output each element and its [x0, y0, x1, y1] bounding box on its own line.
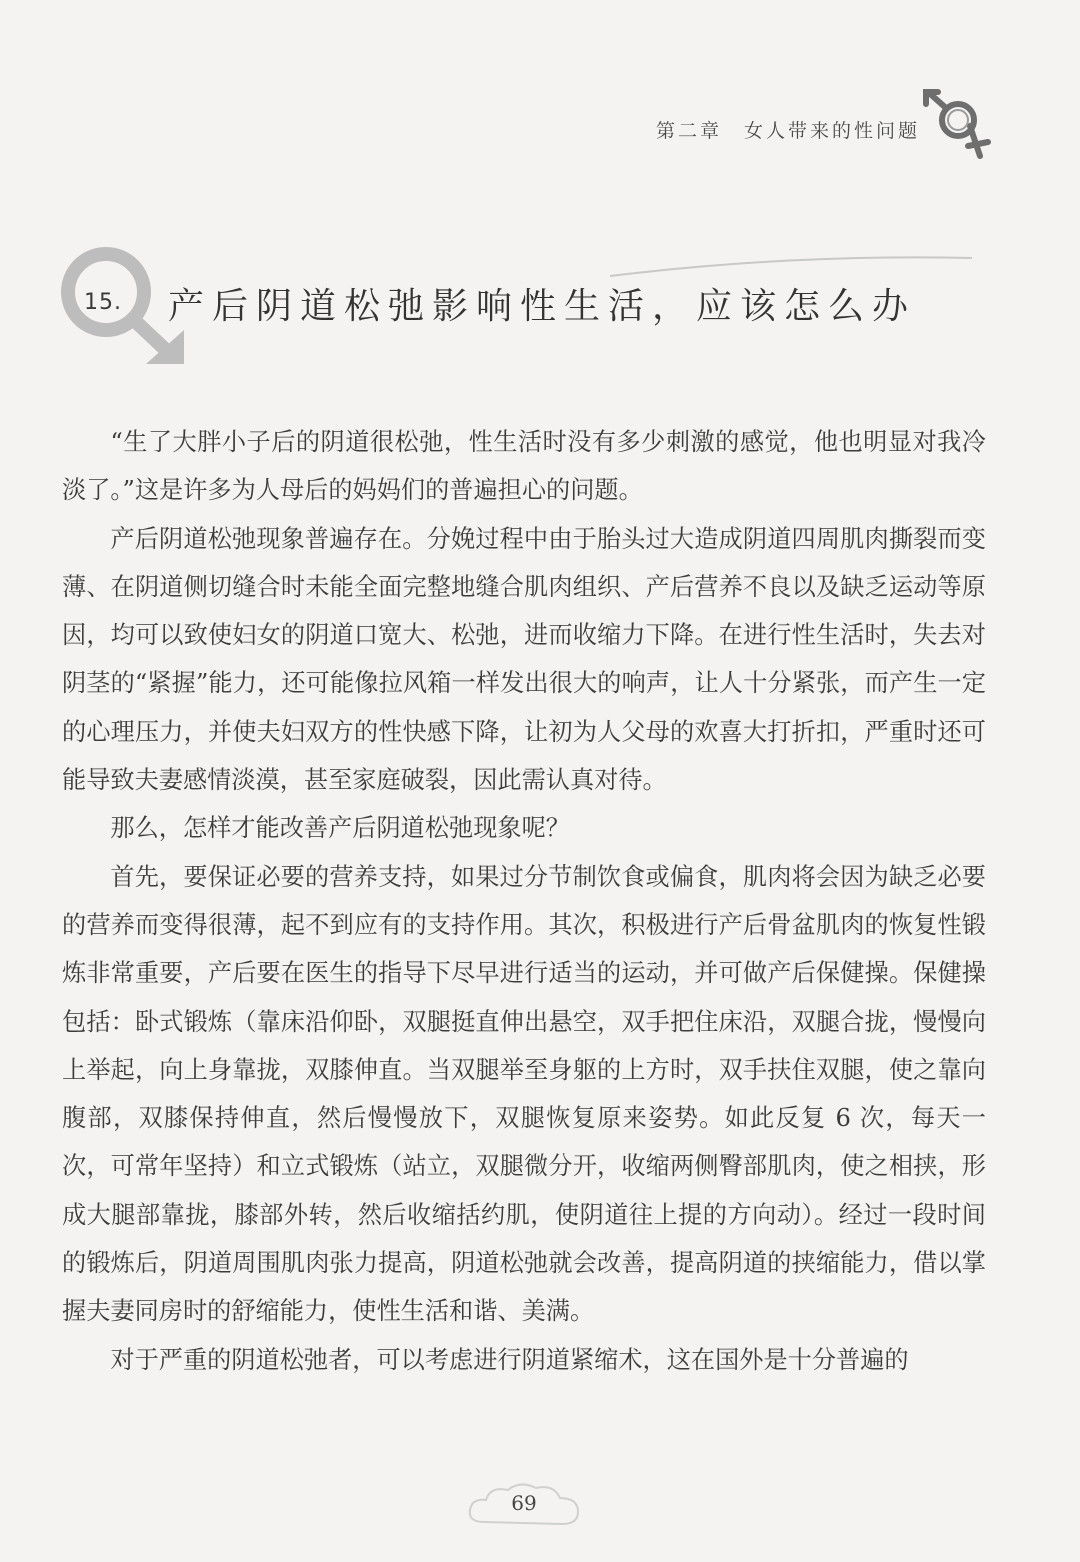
paragraph: “生了大胖小子后的阴道很松弛，性生活时没有多少刺激的感觉，他也明显对我冷淡了。”这是许多为人母后的妈妈们的普遍担心的问题。 [62, 428, 986, 505]
gender-symbols-icon [918, 86, 998, 162]
paragraph: 产后阴道松弛现象普遍存在。分娩过程中由于胎头过大造成阴道四周肌肉撕裂而变薄、在阴道侧切缝合时未能全面完整地缝合肌肉组织、产后营养不良以及缺乏运动等原因，均可以致使妇女的阴道口宽大、松弛，进而收缩力下降。在进行性生活时，失去对阴茎的“紧握”能力，还可能像拉风箱一样发出很大的响声，让人十分紧张，而产生一定的心理压力，并使夫妇双方的性快感下降，让初为人父母的欢喜大打折扣，严重时还可能导致夫妻感情淡漠，甚至家庭破裂，因此需认真对待。 [62, 524, 986, 795]
paragraph: 那么，怎样才能改善产后阴道松弛现象呢？ [110, 814, 570, 843]
section-title: 产后阴道松弛影响性生活，应该怎么办 [168, 286, 917, 327]
page-number: 69 [511, 1491, 537, 1515]
section-number: 15. [84, 290, 122, 315]
paragraph: 首先，要保证必要的营养支持，如果过分节制饮食或偏食，肌肉将会因为缺乏必要的营养而变得很薄，起不到应有的支持作用。其次，积极进行产后骨盆肌肉的恢复性锻炼非常重要，产后要在医生的指导下尽早进行适当的运动，并可做产后保健操。保健操包括：卧式锻炼（靠床沿仰卧，双腿挺直伸出悬空，双手把住床沿，双腿合拢，慢慢向上举起，向上身靠拢，双膝伸直。当双腿举至身躯的上方时，双手扶住双腿，使之靠向腹部，双膝保持伸直，然后慢慢放下，双腿恢复原来姿势。如此反复 6 次，每天一次，可常年坚持）和立式锻炼（站立，双腿微分开，收缩两侧臀部肌肉，使之相挟，形成大腿部靠拢，膝部外转，然后收缩括约肌，使阴道往上提的方向动）。经过一段时间的锻炼后，阴道周围肌肉张力提高，阴道松弛就会改善，提高阴道的挟缩能力，借以掌握夫妻同房时的舒缩能力，使性生活和谐、美满。 [62, 862, 986, 1326]
paragraph: 对于严重的阴道松弛者，可以考虑进行阴道紧缩术，这在国外是十分普遍的 [110, 1345, 909, 1374]
running-header: 第二章 女人带来的性问题 [655, 120, 920, 142]
body-text [62, 418, 986, 1384]
